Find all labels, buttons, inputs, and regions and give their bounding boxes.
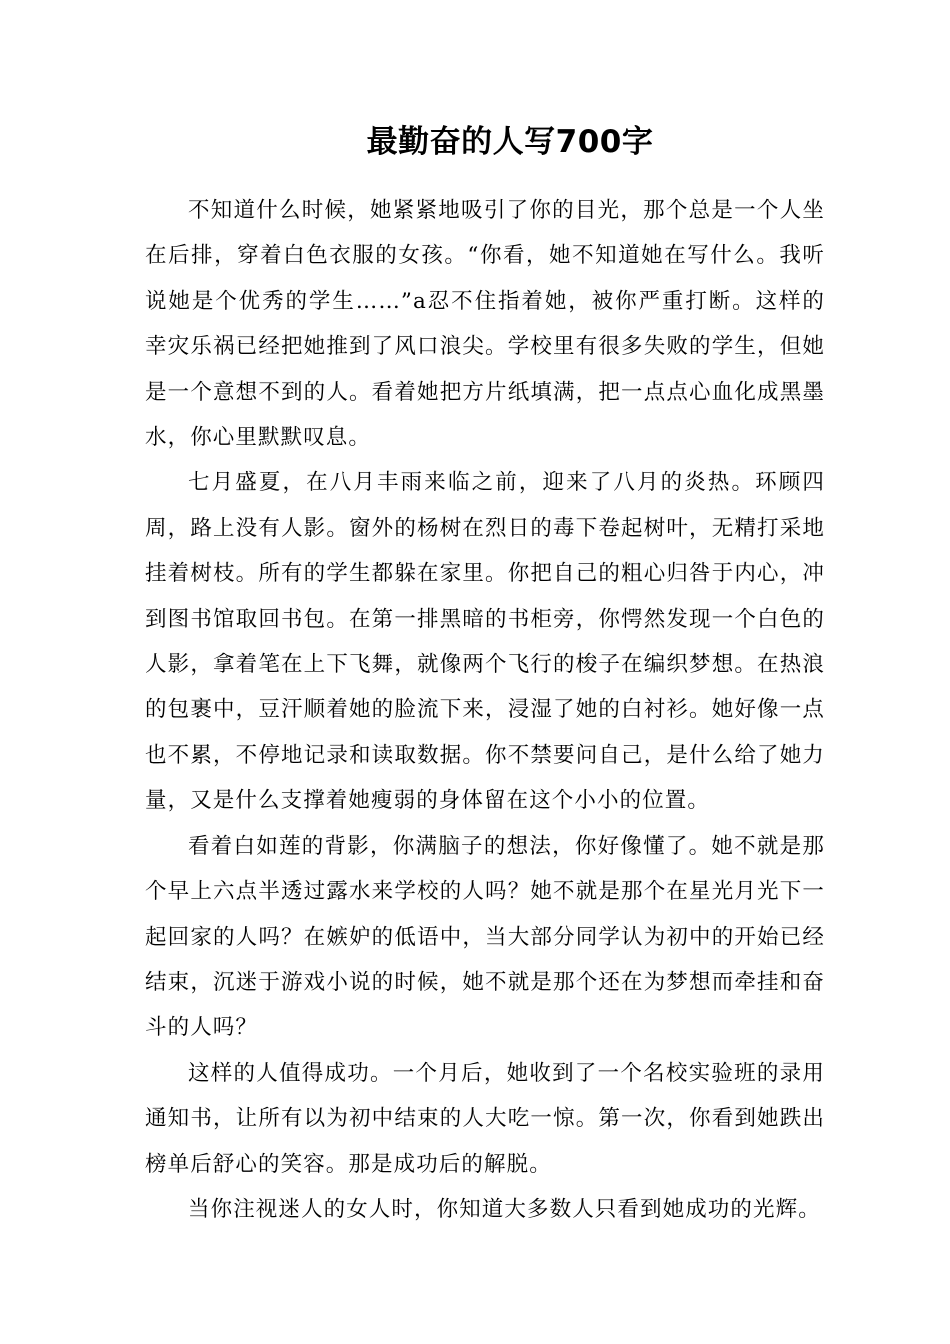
paragraph-4: 这样的人值得成功。一个月后，她收到了一个名校实验班的录用通知书，让所有以为初中结束的人大吃一惊。第一次，你看到她跌出榜单后舒心的笑容。那是成功后的解脱。 (145, 1060, 825, 1177)
paragraph-2: 七月盛夏，在八月丰雨来临之前，迎来了八月的炎热。环顾四周，路上没有人影。窗外的杨树在烈日的毒下卷起树叶，无精打采地挂着树枝。所有的学生都躲在家里。你把自己的粗心归咎于内心，冲到图书馆取回书包。在第一排黑暗的书柜旁，你愕然发现一个白色的人影，拿着笔在上下飞舞，就像两个飞行的梭子在编织梦想。在热浪的包裹中，豆汗顺着她的脸流下来，浸湿了她的白衬衫。她好像一点也不累，不停地记录和读取数据。你不禁要问自己，是什么给了她力量，又是什么支撑着她瘦弱的身体留在这个小小的位置。 (145, 470, 825, 814)
document-title: 最勤奋的人写700字 (366, 124, 654, 160)
paragraph-3: 看着白如莲的背影，你满脑子的想法，你好像懂了。她不就是那个早上六点半透过露水来学校的人吗？她不就是那个在星光月光下一起回家的人吗？在嫉妒的低语中，当大部分同学认为初中的开始已经结束，沉迷于游戏小说的时候，她不就是那个还在为梦想而牵挂和奋斗的人吗？ (145, 833, 825, 1041)
paragraph-1: 不知道什么时候，她紧紧地吸引了你的目光，那个总是一个人坐在后排，穿着白色衣服的女孩。“你看，她不知道她在写什么。我听说她是个优秀的学生……”a忍不住指着她，被你严重打断。这样的幸灾乐祸已经把她推到了风口浪尖。学校里有很多失败的学生，但她是一个意想不到的人。看着她把方片纸填满，把一点点心血化成黑墨水，你心里默默叹息。 (145, 198, 825, 451)
document-body (145, 188, 825, 1232)
paragraph-5: 当你注视迷人的女人时，你知道大多数人只看到她成功的光辉。 (188, 1196, 821, 1222)
